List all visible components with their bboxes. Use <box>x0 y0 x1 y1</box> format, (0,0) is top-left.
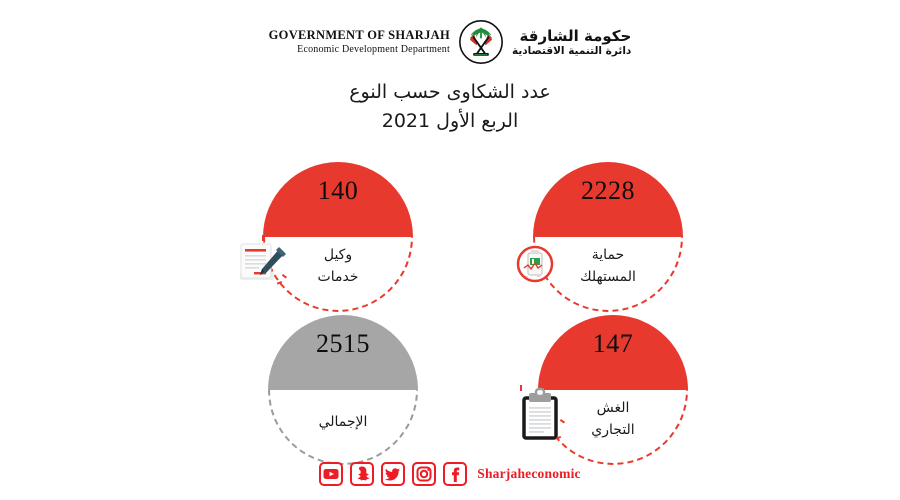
social-handle: Sharjaheconomic <box>477 466 581 481</box>
notepad-pen-icon <box>235 234 293 292</box>
logo-english-line2: Economic Development Department <box>297 43 450 55</box>
kpi-card-service-agent <box>263 162 413 312</box>
kpi-label-line1: وكيل <box>323 247 353 263</box>
kpi-label <box>533 244 683 289</box>
chart-title-line2: الربع الأول 2021 <box>381 110 519 133</box>
svg-text:ـــ: ـــ <box>525 274 528 278</box>
logo-arabic-text <box>512 27 631 58</box>
kpi-label-line2: التجاري <box>591 422 635 439</box>
logo-arabic-line2: دائرة التنمية الاقتصادية <box>511 44 632 57</box>
kpi-label-line1: حماية <box>591 247 625 263</box>
clipboard-icon <box>514 385 572 443</box>
kpi-value: 2515 <box>316 329 370 358</box>
page-header <box>0 16 900 68</box>
kpi-value: 140 <box>317 176 359 205</box>
kpi-cards-group <box>0 160 900 460</box>
kpi-value: 2228 <box>581 176 635 205</box>
kpi-label-line2: المستهلك <box>580 269 636 286</box>
kpi-card-commercial-fraud <box>538 315 688 465</box>
kpi-label <box>268 411 418 433</box>
chart-title <box>0 78 900 137</box>
kpi-label-line1: الإجمالي <box>318 414 368 430</box>
social-footer <box>0 462 900 486</box>
instagram-icon[interactable] <box>412 462 436 486</box>
consumer-protection-badge-icon <box>515 244 555 284</box>
chart-title-line1: عدد الشكاوى حسب النوع <box>349 81 551 103</box>
youtube-icon[interactable] <box>319 462 343 486</box>
sharjah-emblem-icon <box>458 19 504 65</box>
government-logo <box>269 19 632 65</box>
logo-english-text <box>269 28 450 56</box>
kpi-label-line1: الغش <box>596 400 630 416</box>
kpi-value: 147 <box>592 329 634 358</box>
logo-arabic-line1: حكومة الشارقة <box>519 26 632 45</box>
logo-english-line1: GOVERNMENT OF SHARJAH <box>268 27 450 42</box>
kpi-card-consumer-protection <box>525 162 683 312</box>
kpi-label-line2: خدمات <box>317 269 359 286</box>
svg-text:ـــ: ـــ <box>537 274 540 278</box>
facebook-icon[interactable] <box>443 462 467 486</box>
kpi-card-total <box>268 315 418 465</box>
twitter-icon[interactable] <box>381 462 405 486</box>
snapchat-icon[interactable] <box>350 462 374 486</box>
